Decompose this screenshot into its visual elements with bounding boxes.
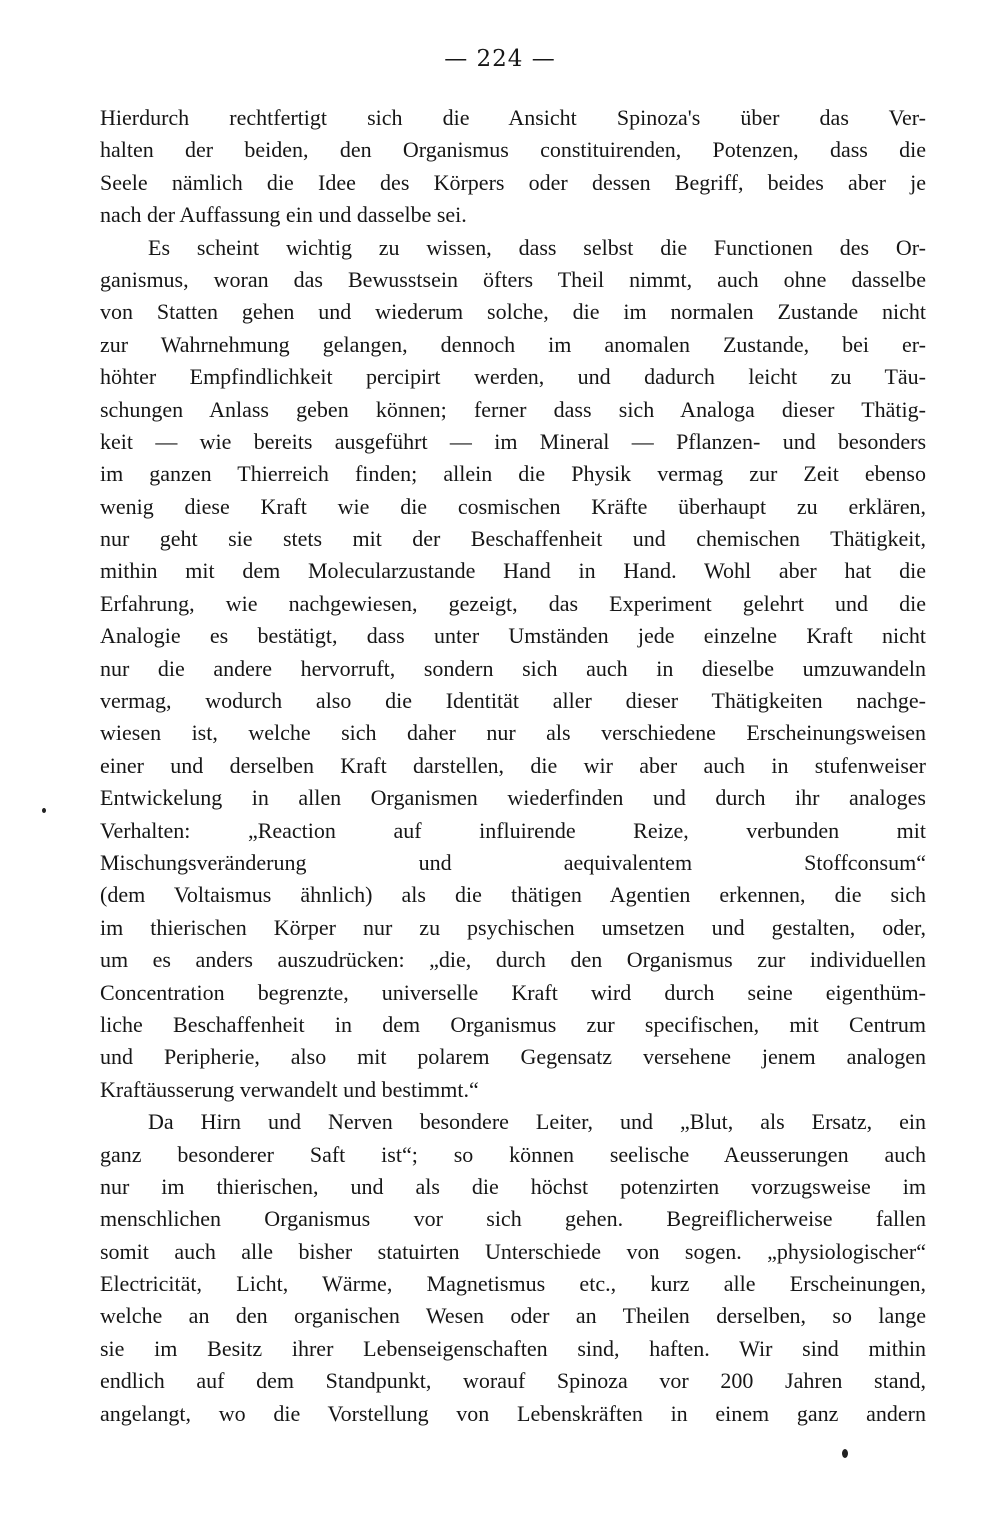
text-line: zur Wahrnehmung gelangen, dennoch im anomalen Zustande, bei er- bbox=[100, 331, 926, 357]
text-line: im thierischen Körper nur zu psychischen umsetzen und gestalten, oder, bbox=[100, 914, 926, 940]
text-line: Kraftäusserung verwandelt und bestimmt.“ bbox=[100, 1076, 479, 1102]
text-line: vermag, wodurch also die Identität aller dieser Thätigkeiten nachge- bbox=[100, 688, 926, 714]
scan-speck-mark bbox=[842, 1449, 848, 1458]
text-line: höhter Empfindlichkeit percipirt werden, und dadurch leicht zu Täu- bbox=[100, 364, 926, 390]
text-line: menschlichen Organismus vor sich gehen. Begreiflicherweise fallen bbox=[100, 1206, 926, 1232]
text-line: sie im Besitz ihrer Lebenseigenschaften sind, haften. Wir sind mithin bbox=[100, 1335, 926, 1361]
text-line: halten der beiden, den Organismus constituirenden, Potenzen, dass die bbox=[100, 137, 926, 163]
scan-speck-mark bbox=[42, 808, 46, 813]
text-line: im ganzen Thierreich finden; allein die Physik vermag zur Zeit ebenso bbox=[100, 461, 926, 487]
text-line: Concentration begrenzte, universelle Kraft wird durch seine eigenthüm- bbox=[100, 979, 926, 1005]
text-line: und Peripherie, also mit polarem Gegensatz versehene jenem analogen bbox=[100, 1044, 926, 1070]
text-line: Entwickelung in allen Organismen wiederfinden und durch ihr analoges bbox=[100, 785, 926, 811]
text-line: nur geht sie stets mit der Beschaffenheit und chemischen Thätigkeit, bbox=[100, 526, 926, 552]
text-line: Da Hirn und Nerven besondere Leiter, und „Blut, als Ersatz, ein bbox=[148, 1109, 926, 1135]
text-line: schungen Anlass geben können; ferner dass sich Analoga dieser Thätig- bbox=[100, 396, 926, 422]
text-line: Seele nämlich die Idee des Körpers oder dessen Begriff, beides aber je bbox=[100, 169, 926, 195]
text-line: Hierdurch rechtfertigt sich die Ansicht Spinoza's über das Ver- bbox=[100, 105, 926, 130]
text-line: Es scheint wichtig zu wissen, dass selbst die Functionen des Or- bbox=[148, 234, 926, 260]
text-line: angelangt, wo die Vorstellung von Lebenskräften in einem ganz andern bbox=[100, 1400, 926, 1426]
text-line: mithin mit dem Molecularzustande Hand in Hand. Wohl aber hat die bbox=[100, 558, 926, 584]
text-line: Electricität, Licht, Wärme, Magnetismus etc., kurz alle Erscheinungen, bbox=[100, 1271, 926, 1297]
text-line: liche Beschaffenheit in dem Organismus zur specifischen, mit Centrum bbox=[100, 1011, 926, 1037]
text-line: einer und derselben Kraft darstellen, die wir aber auch in stufenweiser bbox=[100, 752, 926, 778]
body-text bbox=[100, 102, 926, 1430]
text-line: wiesen ist, welche sich daher nur als verschiedene Erscheinungsweisen bbox=[100, 720, 926, 746]
text-line: somit auch alle bisher statuirten Unterschiede von sogen. „physiologischer“ bbox=[100, 1238, 926, 1264]
text-line: ganz besonderer Saft ist“; so können seelische Aeusserungen auch bbox=[100, 1141, 926, 1167]
text-line: Erfahrung, wie nachgewiesen, gezeigt, das Experiment gelehrt und die bbox=[100, 590, 926, 616]
text-line: Mischungsveränderung und aequivalentem Stoffconsum“ bbox=[100, 849, 926, 875]
text-line: welche an den organischen Wesen oder an Theilen derselben, so lange bbox=[100, 1303, 926, 1329]
text-line: von Statten gehen und wiederum solche, die im normalen Zustande nicht bbox=[100, 299, 926, 325]
text-line: endlich auf dem Standpunkt, worauf Spinoza vor 200 Jahren stand, bbox=[100, 1368, 926, 1394]
page-number: — 224 — bbox=[444, 46, 556, 72]
text-line: nur die andere hervorruft, sondern sich auch in dieselbe umzuwandeln bbox=[100, 655, 926, 681]
text-line: nur im thierischen, und als die höchst potenzirten vorzugsweise im bbox=[100, 1173, 926, 1199]
text-line: keit — wie bereits ausgeführt — im Mineral — Pflanzen- und besonders bbox=[100, 428, 926, 454]
text-line: um es anders auszudrücken: „die, durch den Organismus zur individuellen bbox=[100, 947, 926, 973]
text-line: (dem Voltaismus ähnlich) als die thätigen Agentien erkennen, die sich bbox=[100, 882, 926, 908]
text-line: ganismus, woran das Bewusstsein öfters Theil nimmt, auch ohne dasselbe bbox=[100, 266, 926, 292]
text-line: Analogie es bestätigt, dass unter Umständen jede einzelne Kraft nicht bbox=[100, 623, 926, 649]
text-line: wenig diese Kraft wie die cosmischen Kräfte überhaupt zu erklären, bbox=[100, 493, 926, 519]
text-line: Verhalten: „Reaction auf influirende Reize, verbunden mit bbox=[100, 817, 926, 843]
text-line: nach der Auffassung ein und dasselbe sei. bbox=[100, 202, 467, 228]
